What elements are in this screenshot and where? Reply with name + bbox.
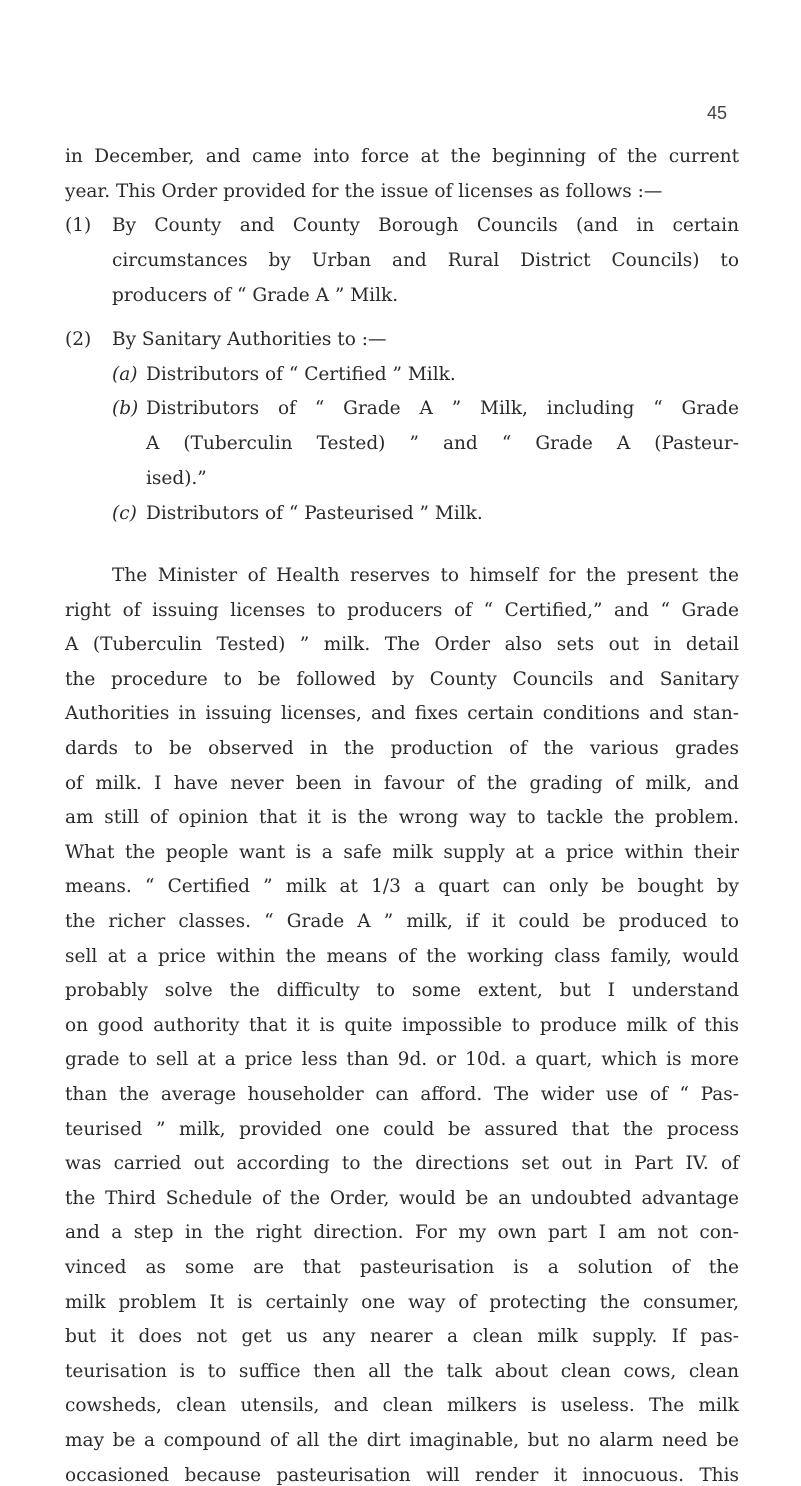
paragraph-line: cowsheds, clean utensils, and clean milkers is useless. The milk [65,1395,739,1416]
list-item-1-line-1: By County and County Borough Councils (and in certain [112,215,739,236]
subitem-a-line-1: Distributors of “ Certified ” Milk. [146,364,456,385]
paragraph-line: the richer classes. “ Grade A ” milk, if it could be produced to [65,911,739,932]
subitem-c-label: (c) [112,503,137,524]
paragraph-line: right of issuing licenses to producers of “ Certified,” and “ Grade [65,600,739,621]
paragraph-line: grade to sell at a price less than 9d. or 10d. a quart, which is more [65,1049,739,1070]
list-item-1-line-3: producers of “ Grade A ” Milk. [112,285,399,306]
subitem-c-line-1: Distributors of “ Pasteurised ” Milk. [146,503,483,524]
page-number: 45 [707,103,728,123]
paragraph-line: was carried out according to the directions set out in Part IV. of [65,1153,739,1174]
paragraph-line: milk problem It is certainly one way of protecting the consumer, [65,1292,739,1313]
paragraph-line: the Third Schedule of the Order, would be an undoubted advantage [65,1188,739,1209]
paragraph-line: Authorities in issuing licenses, and fixes certain conditions and stan- [65,703,739,724]
list-item-1-line-2: circumstances by Urban and Rural District Councils) to [112,250,739,271]
list-item-1-label: (1) [65,215,92,236]
paragraph-line: What the people want is a safe milk supply at a price within their [65,842,739,863]
paragraph-line: means. “ Certified ” milk at 1/3 a quart can only be bought by [65,876,739,897]
paragraph-line: dards to be observed in the production of the various grades [65,738,739,759]
paragraph-line: am still of opinion that it is the wrong way to tackle the problem. [65,807,739,828]
paragraph-line: on good authority that it is quite impossible to produce milk of this [65,1015,739,1036]
paragraph-line: sell at a price within the means of the working class family, would [65,946,739,967]
paragraph-line: and a step in the right direction. For my own part I am not con- [65,1222,739,1243]
paragraph-line: The Minister of Health reserves to himself for the present the [112,565,739,586]
paragraph-line: teurisation is to suffice then all the talk about clean cows, clean [65,1361,739,1382]
subitem-b-line-2: A (Tuberculin Tested) ” and “ Grade A (Pasteur- [146,433,739,454]
list-item-2-label: (2) [65,329,92,350]
paragraph-line: A (Tuberculin Tested) ” milk. The Order also sets out in detail [65,634,739,655]
paragraph-line: the procedure to be followed by County Councils and Sanitary [65,669,739,690]
paragraph-line: may be a compound of all the dirt imaginable, but no alarm need be [65,1430,739,1451]
subitem-a-label: (a) [112,364,138,385]
list-item-2-line-1: By Sanitary Authorities to :— [112,329,387,350]
paragraph-line: probably solve the difficulty to some extent, but I understand [65,980,739,1001]
subitem-b-line-1: Distributors of “ Grade A ” Milk, including “ Grade [146,398,739,419]
paragraph-line: occasioned because pasteurisation will render it innocuous. This [65,1465,739,1486]
subitem-b-line-3: ised).” [146,468,207,489]
intro-line-2: year. This Order provided for the issue of licenses as follows :— [65,181,663,202]
intro-line-1: in December, and came into force at the beginning of the current [65,146,739,167]
paragraph-line: than the average householder can afford. The wider use of “ Pas- [65,1084,739,1105]
paragraph-line: of milk. I have never been in favour of the grading of milk, and [65,773,739,794]
subitem-b-label: (b) [112,398,139,419]
paragraph-line: teurised ” milk, provided one could be assured that the process [65,1119,739,1140]
paragraph-line: vinced as some are that pasteurisation is a solution of the [65,1257,739,1278]
paragraph-line: but it does not get us any nearer a clean milk supply. If pas- [65,1326,739,1347]
